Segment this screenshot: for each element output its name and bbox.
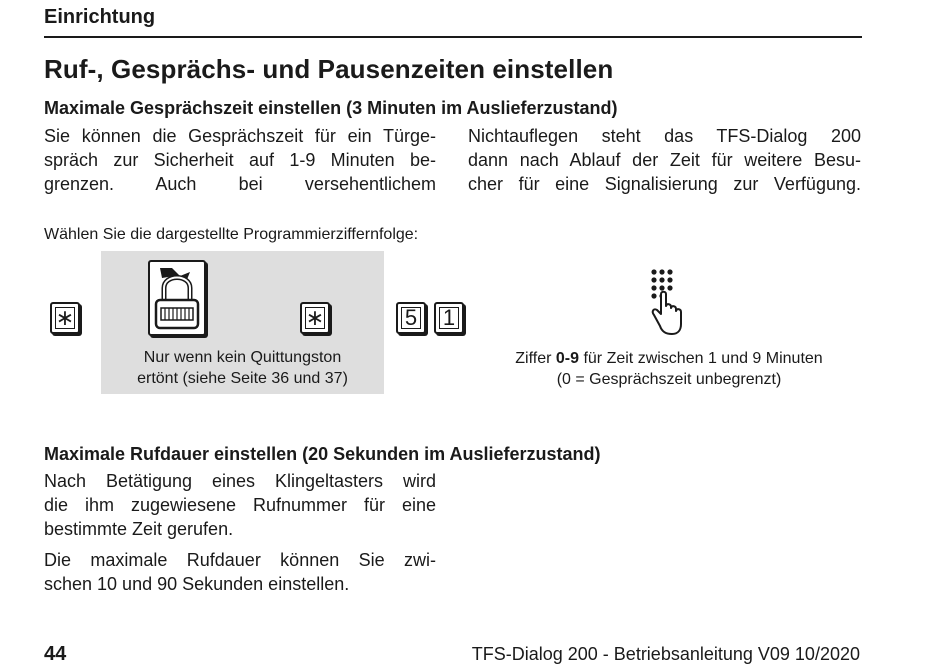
document-title: TFS-Dialog 200 - Betriebsanleitung V09 10/2020 (471, 644, 860, 664)
text-line: cher für eine Signalisierung zur Verfügung. (468, 174, 861, 194)
text-line: bestimmte Zeit gerufen. (44, 519, 234, 539)
digit-caption-post: für Zeit zwischen 1 und 9 Minuten (579, 350, 823, 367)
text-line: die ihm zugewiesene Rufnummer für eine (44, 495, 436, 515)
paragraph-ring-1 (44, 469, 436, 541)
text-line: Sie können die Gesprächszeit für ein Türge- (44, 126, 436, 146)
digit-caption (468, 348, 870, 390)
text-line: schen 10 und 90 Sekunden einstellen. (44, 574, 350, 594)
text-line: spräch zur Sicherheit auf 1-9 Minuten be- (44, 150, 436, 170)
text-line: grenzen. Auch bei versehentlichem (44, 174, 436, 194)
digit-range: 0-9 (555, 350, 580, 367)
paragraph-ring-2 (44, 548, 436, 596)
digit-caption-pre: Ziffer (515, 350, 556, 367)
instruction-text: Wählen Sie die dargestellte Programmierziffernfolge: (44, 226, 419, 243)
text-line: Nach Betätigung eines Klingeltasters wird (44, 471, 436, 491)
paragraph-right (468, 124, 861, 196)
paragraph-left (44, 124, 436, 196)
section-heading-talk-time: Maximale Gesprächszeit einstellen (3 Minuten im Auslieferzustand) (44, 98, 618, 118)
digit-caption-line1 (468, 348, 870, 369)
text-line: Die maximale Rufdauer können Sie zwi- (44, 550, 436, 570)
box-caption (101, 347, 384, 389)
padlock-icon (150, 262, 204, 334)
conditional-box (101, 251, 384, 394)
keypad-finger-icon (648, 266, 688, 338)
section-heading-ring-duration: Maximale Rufdauer einstellen (20 Sekunden im Auslieferzustand) (44, 444, 601, 464)
header-divider (44, 36, 862, 38)
text-line: Nichtauflegen steht das TFS-Dialog 200 (468, 126, 861, 146)
star-key-2: ∗ (300, 302, 330, 334)
chapter-title: Einrichtung (44, 6, 156, 28)
caption-line: ertönt (siehe Seite 36 und 37) (137, 370, 348, 387)
digit-key-5: 5 (396, 302, 426, 334)
digit-caption-line2: (0 = Gesprächszeit unbegrenzt) (556, 371, 782, 388)
digit-key-1: 1 (434, 302, 464, 334)
page-number: 44 (44, 643, 67, 665)
page-title: Ruf-, Gesprächs- und Pausenzeiten einstellen (44, 54, 614, 84)
star-key-1: ∗ (50, 302, 80, 334)
caption-line: Nur wenn kein Quittungston (143, 349, 342, 366)
text-line: dann nach Ablauf der Zeit für weitere Besu- (468, 150, 861, 170)
padlock-key (148, 260, 206, 336)
